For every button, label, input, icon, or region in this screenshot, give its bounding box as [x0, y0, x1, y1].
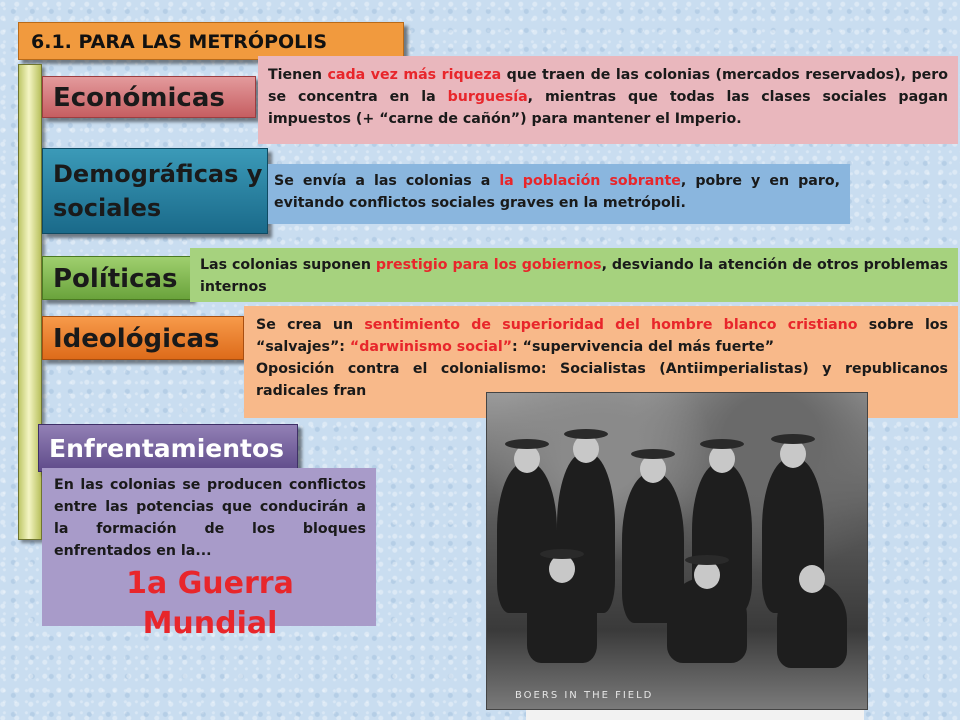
highlight-guerra-mundial: 1a Guerra Mundial [126, 566, 294, 641]
photo-figure-hat [540, 549, 584, 559]
photo-figure-head [549, 555, 575, 583]
text-demograficas [268, 164, 850, 224]
photo-figure-hat [685, 555, 729, 565]
highlight-superioridad: sentimiento de superioridad del hombre blanco cristiano [364, 317, 858, 333]
text-ideologicas-p2: sobre los “salvajes”: [256, 317, 949, 355]
text-ideologicas-para2: Oposición contra el colonialismo: Socialistas (Antiimperialistas) y republicanos radicales fran [256, 361, 948, 399]
label-enfrentamientos: Enfrentamientos [38, 424, 298, 472]
photo-figure-hat [631, 449, 675, 459]
photo-figure-head [694, 561, 720, 589]
label-ideologicas: Ideológicas [42, 316, 244, 360]
highlight-darwinismo: “darwinismo social” [349, 339, 513, 355]
label-demograficas [42, 148, 268, 234]
text-economicas-p2: que traen de las colonias (mercados reservados), pero se concentra en la [268, 67, 948, 105]
label-economicas: Económicas [42, 76, 256, 118]
text-economicas-p3: , mientras que todas las clases sociales pagan impuestos (+ “carne de cañón”) para mantener el Imperio. [268, 89, 948, 127]
photo-figure [527, 573, 597, 663]
label-demograficas-line1: Demográficas y [53, 160, 263, 188]
text-politicas-p1: Las colonias suponen [200, 257, 376, 273]
photo-figure-head [514, 445, 540, 473]
text-economicas [258, 56, 958, 144]
photo-figure-head [640, 455, 666, 483]
photo-figure-head [780, 440, 806, 468]
text-demograficas-p1: Se envía a las colonias a [274, 173, 500, 189]
highlight-poblacion: la población sobrante [499, 173, 681, 189]
photo-figure-hat [505, 439, 549, 449]
photo-figure [777, 583, 847, 668]
section-title: 6.1. PARA LAS METRÓPOLIS [18, 22, 404, 60]
text-demograficas-p2: , pobre y en paro, evitando conflictos sociales graves en la metrópoli. [274, 173, 840, 211]
label-demograficas-line2: sociales [53, 194, 162, 222]
text-enfrentamientos-body: En las colonias se producen conflictos entre las potencias que conducirán a la formación de los bloques enfrentados en la... [54, 477, 366, 559]
text-politicas-p2: , desviando la atención de otros problemas internos [200, 257, 948, 295]
text-enfrentamientos [42, 468, 376, 641]
text-politicas [190, 248, 958, 302]
photo-figure-hat [700, 439, 744, 449]
highlight-burguesia: burguesía [447, 89, 528, 105]
photo-figure-hat [564, 429, 608, 439]
text-ideologicas-para1 [256, 314, 948, 358]
text-economicas-p1: Tienen [268, 67, 328, 83]
photo-figure-hat [771, 434, 815, 444]
boer-soldiers-photo [486, 392, 868, 710]
highlight-riqueza: cada vez más riqueza [327, 67, 502, 83]
photo-caption: BOERS IN THE FIELD [515, 690, 654, 701]
photo-figure [667, 578, 747, 663]
photo-figure-head [709, 445, 735, 473]
photo-figure-head [799, 565, 825, 593]
photo-figure-head [573, 435, 599, 463]
label-politicas: Políticas [42, 256, 192, 300]
highlight-prestigio: prestigio para los gobiernos [375, 257, 602, 273]
text-ideologicas-p1: Se crea un [256, 317, 365, 333]
text-ideologicas-p3: : “supervivencia del más fuerte” [512, 339, 775, 355]
